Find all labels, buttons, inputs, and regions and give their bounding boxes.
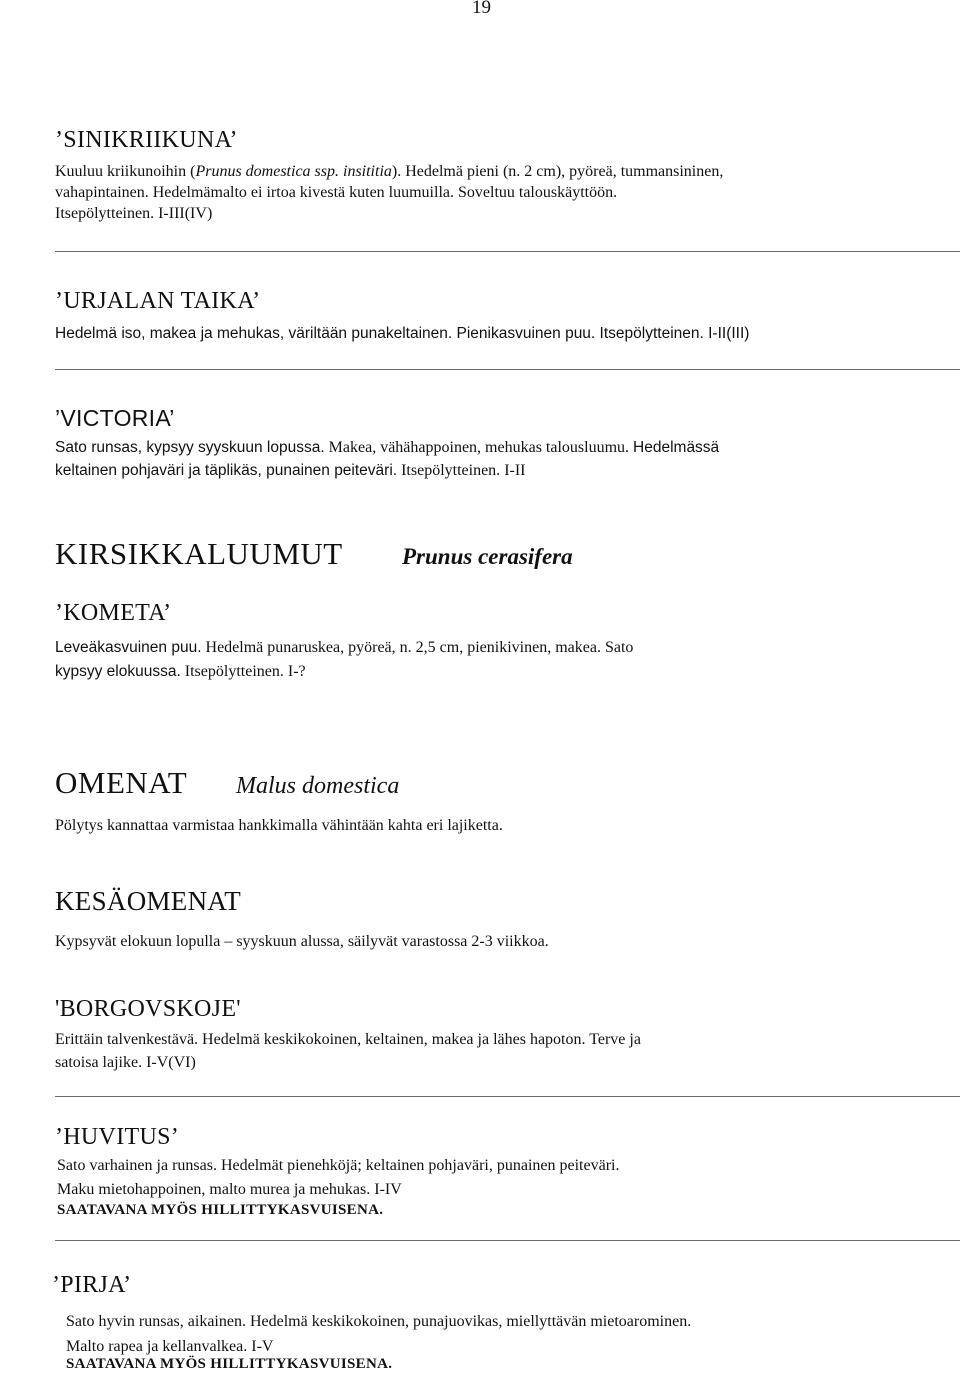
divider-rule bbox=[55, 1096, 960, 1097]
victoria-line-1-b: Makea, vähähappoinen, mehukas talousluumu. bbox=[328, 439, 630, 456]
victoria-line-1-a: Sato runsas, kypsyy syyskuun lopussa. bbox=[55, 439, 325, 456]
divider-rule bbox=[55, 1240, 960, 1241]
variety-title-victoria: ’VICTORIA’ bbox=[55, 405, 175, 431]
section-title-kesaomenat: KESÄOMENAT bbox=[55, 886, 242, 916]
borgovskoje-line-1: Erittäin talvenkestävä. Hedelmä keskikokoinen, keltainen, makea ja lähes hapoton. Terve ja bbox=[55, 1031, 641, 1048]
divider-rule bbox=[55, 251, 960, 252]
variety-title-sinikriikuna: ’SINIKRIIKUNA’ bbox=[55, 127, 238, 153]
divider-rule bbox=[55, 369, 960, 370]
kometa-line-2 bbox=[55, 661, 306, 682]
sinikriikuna-line-1 bbox=[55, 161, 723, 182]
victoria-line-2-a: keltainen pohjaväri ja täplikäs, punainen peiteväri. bbox=[55, 462, 398, 479]
victoria-line-1-c: Hedelmässä bbox=[633, 439, 720, 456]
kometa-line-1-b: Hedelmä punaruskea, pyöreä, n. 2,5 cm, pienikivinen, makea. Sato bbox=[205, 639, 634, 656]
huvitus-line-2: Maku mietohappoinen, malto murea ja mehukas. I-IV bbox=[57, 1181, 402, 1198]
huvitus-availability-note: SAATAVANA MYÖS HILLITTYKASVUISENA. bbox=[57, 1202, 384, 1218]
victoria-line-2-b: Itsepölytteinen. bbox=[401, 462, 501, 479]
variety-title-pirja: ’PIRJA’ bbox=[52, 1272, 132, 1298]
variety-title-urjalan-taika: ’URJALAN TAIKA’ bbox=[55, 288, 261, 314]
variety-title-kometa: ’KOMETA’ bbox=[55, 600, 172, 626]
pirja-line-2: Malto rapea ja kellanvalkea. I-V bbox=[66, 1338, 274, 1355]
variety-title-borgovskoje: 'BORGOVSKOJE' bbox=[55, 996, 241, 1022]
pirja-availability-note: SAATAVANA MYÖS HILLITTYKASVUISENA. bbox=[66, 1356, 393, 1372]
sinikriikuna-line-1-pre: Kuuluu kriikunoihin ( bbox=[55, 163, 196, 180]
pirja-line-1: Sato hyvin runsas, aikainen. Hedelmä keskikokoinen, punajuovikas, miellyttävän mietoarominen. bbox=[66, 1313, 692, 1330]
victoria-line-2 bbox=[55, 460, 526, 481]
huvitus-line-1: Sato varhainen ja runsas. Hedelmät pienehköjä; keltainen pohjaväri, punainen peiteväri. bbox=[57, 1157, 620, 1174]
kometa-line-2-b: Itsepölytteinen. I-? bbox=[184, 663, 306, 680]
sinikriikuna-line-1-post: ). Hedelmä pieni (n. 2 cm), pyöreä, tummansininen, bbox=[391, 163, 724, 180]
section-latin-kirsikkaluumut: Prunus cerasifera bbox=[402, 544, 573, 569]
victoria-line-2-c: I-II bbox=[504, 462, 526, 479]
section-title-kirsikkaluumut: KIRSIKKALUUMUT bbox=[55, 536, 343, 571]
sinikriikuna-line-3: Itsepölytteinen. I-III(IV) bbox=[55, 205, 213, 222]
section-latin-omenat: Malus domestica bbox=[236, 773, 400, 799]
omenat-line-1: Pölytys kannattaa varmistaa hankkimalla vähintään kahta eri lajiketta. bbox=[55, 817, 503, 834]
kesaomenat-line-1: Kypsyvät elokuun lopulla – syyskuun alussa, säilyvät varastossa 2-3 viikkoa. bbox=[55, 933, 549, 950]
kometa-line-1-a: Leveäkasvuinen puu. bbox=[55, 639, 202, 656]
section-title-omenat: OMENAT bbox=[55, 765, 188, 800]
sinikriikuna-line-2: vahapintainen. Hedelmämalto ei irtoa kivestä kuten luumuilla. Soveltuu talouskäyttöön. bbox=[55, 184, 618, 201]
variety-title-huvitus: ’HUVITUS’ bbox=[55, 1124, 180, 1150]
urjalan-taika-line-1: Hedelmä iso, makea ja mehukas, väriltään punakeltainen. Pienikasvuinen puu. Itsepölytteinen. I-II(III) bbox=[55, 325, 750, 342]
kometa-line-1 bbox=[55, 637, 633, 658]
borgovskoje-line-2: satoisa lajike. I-V(VI) bbox=[55, 1054, 196, 1071]
victoria-line-1 bbox=[55, 437, 719, 458]
kometa-line-2-a: kypsyy elokuussa. bbox=[55, 663, 181, 680]
page-number: 19 bbox=[472, 0, 491, 18]
sinikriikuna-latin-name: Prunus domestica ssp. insititia bbox=[195, 163, 392, 180]
